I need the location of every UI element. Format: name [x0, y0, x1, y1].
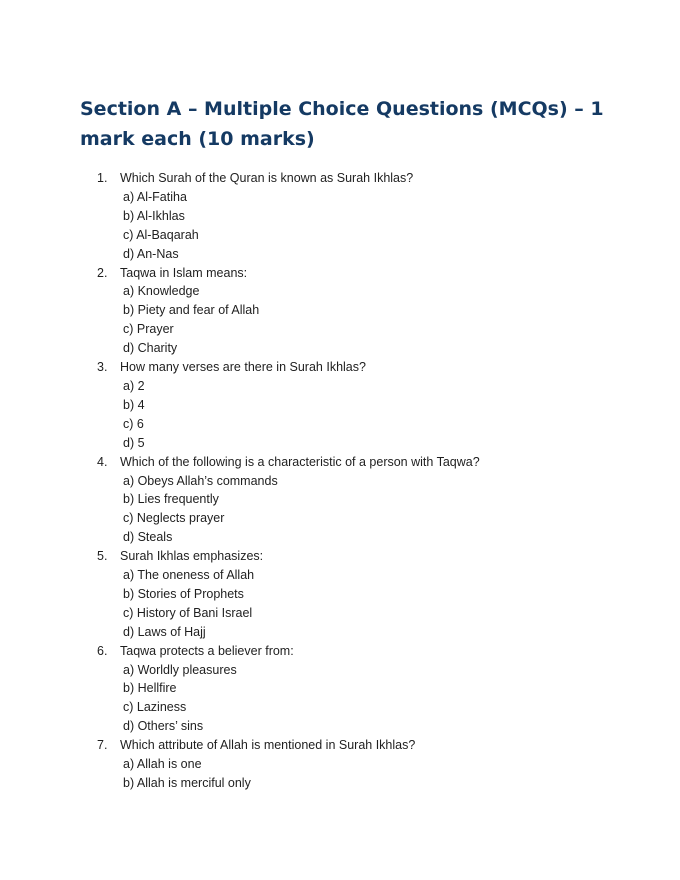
- answer-option: d) An-Nas: [123, 246, 179, 261]
- question-number: 5.: [97, 549, 108, 564]
- answer-option: a) The oneness of Allah: [123, 568, 255, 583]
- answer-option: b) Al-Ikhlas: [123, 208, 185, 223]
- answer-option: a) Allah is one: [123, 757, 202, 772]
- question-row: [97, 642, 617, 661]
- answer-option: c) Laziness: [123, 700, 187, 715]
- question-item: [97, 169, 617, 264]
- answer-option: b) Piety and fear of Allah: [123, 303, 260, 318]
- question-text: Surah Ikhlas emphasizes:: [120, 549, 264, 564]
- answer-option: d) 5: [123, 435, 145, 450]
- answer-option: a) Al-Fatiha: [123, 189, 187, 204]
- option-list: [97, 755, 617, 793]
- answer-option: b) 4: [123, 397, 145, 412]
- question-list: [97, 169, 617, 793]
- answer-option: a) 2: [123, 378, 145, 393]
- option-list: [97, 566, 617, 642]
- answer-option: c) 6: [123, 416, 144, 431]
- answer-option: d) Charity: [123, 341, 178, 356]
- question-text: Which of the following is a characteristic of a person with Taqwa?: [120, 454, 480, 469]
- question-number: 6.: [97, 643, 108, 658]
- answer-option: a) Knowledge: [123, 284, 200, 299]
- question-number: 3.: [97, 360, 108, 375]
- question-row: [97, 547, 617, 566]
- question-row: [97, 169, 617, 188]
- answer-option: d) Others’ sins: [123, 719, 204, 734]
- question-row: [97, 264, 617, 283]
- question-row: [97, 358, 617, 377]
- question-number: 4.: [97, 454, 108, 469]
- question-row: [97, 736, 617, 755]
- question-item: [97, 453, 617, 548]
- question-item: [97, 642, 617, 737]
- question-number: 2.: [97, 265, 108, 280]
- answer-option: d) Steals: [123, 530, 173, 545]
- option-list: [97, 188, 617, 264]
- answer-option: b) Hellfire: [123, 681, 177, 696]
- question-number: 7.: [97, 738, 108, 753]
- answer-option: b) Stories of Prophets: [123, 586, 244, 601]
- answer-option: c) Al-Baqarah: [123, 227, 199, 242]
- answer-option: c) Neglects prayer: [123, 511, 225, 526]
- option-list: [97, 661, 617, 737]
- option-list: [97, 377, 617, 453]
- answer-option: d) Laws of Hajj: [123, 624, 206, 639]
- question-text: How many verses are there in Surah Ikhlas?: [120, 360, 366, 375]
- option-list: [97, 472, 617, 548]
- question-item: [97, 736, 617, 793]
- question-item: [97, 358, 617, 453]
- answer-option: b) Allah is merciful only: [123, 776, 251, 790]
- question-text: Which attribute of Allah is mentioned in Surah Ikhlas?: [120, 738, 416, 753]
- option-list: [97, 282, 617, 358]
- section-heading: Section A – Multiple Choice Questions (MCQs) – 1 mark each (10 marks): [80, 98, 604, 150]
- question-text: Taqwa in Islam means:: [120, 265, 248, 280]
- question-number: 1.: [97, 171, 108, 185]
- question-text: Taqwa protects a believer from:: [120, 643, 294, 658]
- question-row: [97, 453, 617, 472]
- answer-option: a) Obeys Allah’s commands: [123, 473, 278, 488]
- question-text: Which Surah of the Quran is known as Surah Ikhlas?: [120, 171, 414, 185]
- question-item: [97, 547, 617, 642]
- answer-option: c) Prayer: [123, 322, 174, 337]
- answer-option: c) History of Bani Israel: [123, 605, 253, 620]
- answer-option: b) Lies frequently: [123, 492, 219, 507]
- question-item: [97, 264, 617, 359]
- answer-option: a) Worldly pleasures: [123, 662, 237, 677]
